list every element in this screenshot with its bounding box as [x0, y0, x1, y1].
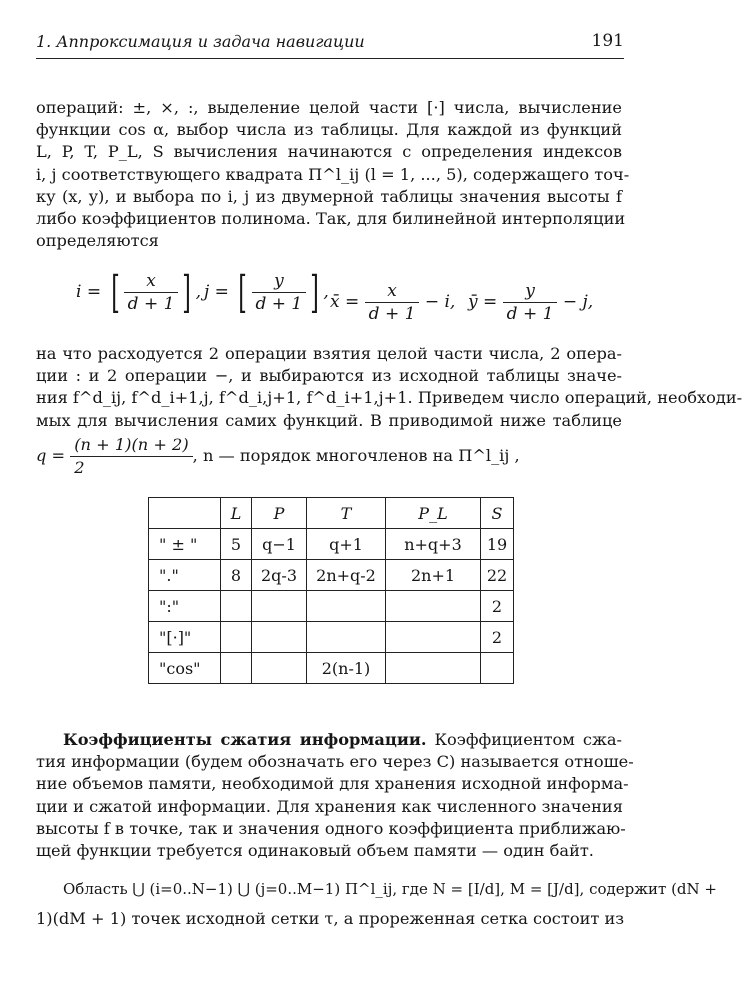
- denominator: d + 1: [506, 304, 554, 324]
- text-line: тия информации (будем обозначать его через C) называется отноше-: [36, 752, 634, 772]
- text-line: Область ⋃ (i=0..N−1) ⋃ (j=0..M−1) Π^l_ij, где N = [I/d], M = [J/d], содержит (dN +: [63, 880, 717, 898]
- page-number: 191: [591, 31, 624, 51]
- formula-lhs: x̄ =: [330, 292, 360, 312]
- table-cell: " ± ": [149, 529, 221, 560]
- table-cell: [481, 653, 514, 684]
- table-cell: [386, 591, 481, 622]
- paragraph-region: [36, 875, 717, 933]
- text-line: щей функции требуется одинаковый объем памяти — один байт.: [36, 841, 594, 861]
- table-cell: 2: [481, 591, 514, 622]
- table-row: [149, 529, 514, 560]
- text-line: i, j соответствующего квадрата Π^l_ij (l = 1, ..., 5), содержащего точ-: [36, 164, 630, 184]
- table-cell: [307, 591, 386, 622]
- numerator: y: [252, 270, 307, 293]
- table-cell: 2(n-1): [307, 653, 386, 684]
- table-row: [149, 622, 514, 653]
- table-cell: 2n+1: [386, 560, 481, 591]
- denominator: 2: [74, 457, 85, 477]
- table-row: [149, 653, 514, 684]
- q-definition-line: [36, 434, 622, 479]
- numerator: x: [124, 270, 179, 293]
- formula-xbar: [330, 280, 455, 325]
- running-title: 1. Аппроксимация и задача навигации: [36, 32, 365, 51]
- text-line: ции : и 2 операции −, и выбираются из исходной таблицы значе-: [36, 366, 622, 386]
- table-cell: [221, 591, 252, 622]
- table-cell: [252, 653, 307, 684]
- formula-lhs: j =: [204, 282, 229, 302]
- operations-table: [148, 497, 514, 684]
- text-line: операций: ±, ×, :, выделение целой части [·] числа, вычисление: [36, 98, 622, 117]
- table-cell: [386, 653, 481, 684]
- text-line: на что расходуется 2 операции взятия целой части числа, 2 опера-: [36, 344, 622, 363]
- table-cell: [252, 622, 307, 653]
- numerator: y: [503, 280, 558, 303]
- text-line: [36, 729, 622, 751]
- numerator: (n + 1)(n + 2): [70, 434, 192, 457]
- table-cell: [307, 622, 386, 653]
- paragraph-compression: [36, 729, 634, 862]
- table-cell: 8: [221, 560, 252, 591]
- table-cell: 2q-3: [252, 560, 307, 591]
- denominator: d + 1: [368, 304, 416, 324]
- text-line: функции cos α, выбор числа из таблицы. Для каждой из функций: [36, 120, 622, 140]
- formula-lhs: ȳ =: [468, 292, 498, 312]
- formula-i: i = [ $\frac{x}{d + 1}$ ] ,: [76, 266, 201, 318]
- table-cell: [252, 591, 307, 622]
- numerator: x: [365, 280, 420, 303]
- table-cell: 5: [221, 529, 252, 560]
- bracket-close: ]: [310, 266, 320, 318]
- text-line: ние объемов памяти, необходимой для хранения исходной информа-: [36, 774, 629, 794]
- table-cell: ".": [149, 560, 221, 591]
- formula-tail: − i,: [424, 292, 456, 312]
- table-cell: n+q+3: [386, 529, 481, 560]
- formula-tail: − j,: [562, 292, 594, 312]
- q-tail: , n — порядок многочленов на Π^l_ij ,: [192, 445, 520, 465]
- fraction: [365, 280, 420, 325]
- table-cell: [221, 622, 252, 653]
- table-cell: "cos": [149, 653, 221, 684]
- paragraph-interpolation: [36, 343, 742, 479]
- table-cell: 2: [481, 622, 514, 653]
- formula-ybar: [468, 280, 593, 325]
- table-header-row: [149, 498, 514, 529]
- table-cell: ":": [149, 591, 221, 622]
- table-header-cell: P: [252, 498, 307, 529]
- table-cell: q−1: [252, 529, 307, 560]
- denominator: d + 1: [127, 294, 175, 314]
- text-line: ния f^d_ij, f^d_i+1,j, f^d_i,j+1, f^d_i+1,j+1. Приведем число операций, необходи-: [36, 388, 742, 408]
- index-formula: [36, 266, 622, 330]
- text-line: либо коэффициентов полинома. Так, для билинейной интерполяции: [36, 209, 626, 229]
- table-header-cell: T: [307, 498, 386, 529]
- q-fraction: [70, 434, 192, 479]
- table-cell: 19: [481, 529, 514, 560]
- fraction: [124, 270, 179, 315]
- formula-j: j = [ $\frac{y}{d + 1}$ ] ,: [204, 266, 329, 318]
- table-cell: [386, 622, 481, 653]
- section-heading: Коэффициенты сжатия информации.: [63, 730, 427, 749]
- table-header-cell: S: [481, 498, 514, 529]
- page-header: [36, 28, 624, 59]
- table-header-cell: P_L: [386, 498, 481, 529]
- denominator: d + 1: [255, 294, 303, 314]
- text-line: мых для вычисления самих функций. В приводимой ниже таблице: [36, 410, 622, 430]
- text-line: 1)(dM + 1) точек исходной сетки τ, а прореженная сетка состоит из: [36, 909, 625, 928]
- table-header-cell: L: [221, 498, 252, 529]
- formula-lhs: i =: [76, 282, 102, 302]
- table-cell: [221, 653, 252, 684]
- text-line: L, P, T, P_L, S вычисления начинаются с определения индексов: [36, 142, 622, 162]
- bracket-open: [: [110, 266, 120, 318]
- table-cell: "[·]": [149, 622, 221, 653]
- bracket-close: ]: [182, 266, 192, 318]
- q-lhs: q =: [36, 445, 66, 465]
- table-cell: 22: [481, 560, 514, 591]
- table-row: [149, 591, 514, 622]
- paragraph-operations: [36, 97, 630, 252]
- text-line: определяются: [36, 231, 159, 251]
- text-line: высоты f в точке, так и значения одного коэффициента приближаю-: [36, 818, 626, 838]
- table-cell: q+1: [307, 529, 386, 560]
- table-row: [149, 560, 514, 591]
- text-line: ку (x, y), и выбора по i, j из двумерной таблицы значения высоты f: [36, 186, 622, 206]
- text-line: ции и сжатой информации. Для хранения как численного значения: [36, 796, 623, 816]
- table-header-cell: [149, 498, 221, 529]
- table-cell: 2n+q-2: [307, 560, 386, 591]
- fraction: [252, 270, 307, 315]
- text-fragment: Коэффициентом сжа-: [426, 730, 622, 749]
- bracket-open: [: [238, 266, 248, 318]
- fraction: [503, 280, 558, 325]
- ops-table: [148, 497, 514, 684]
